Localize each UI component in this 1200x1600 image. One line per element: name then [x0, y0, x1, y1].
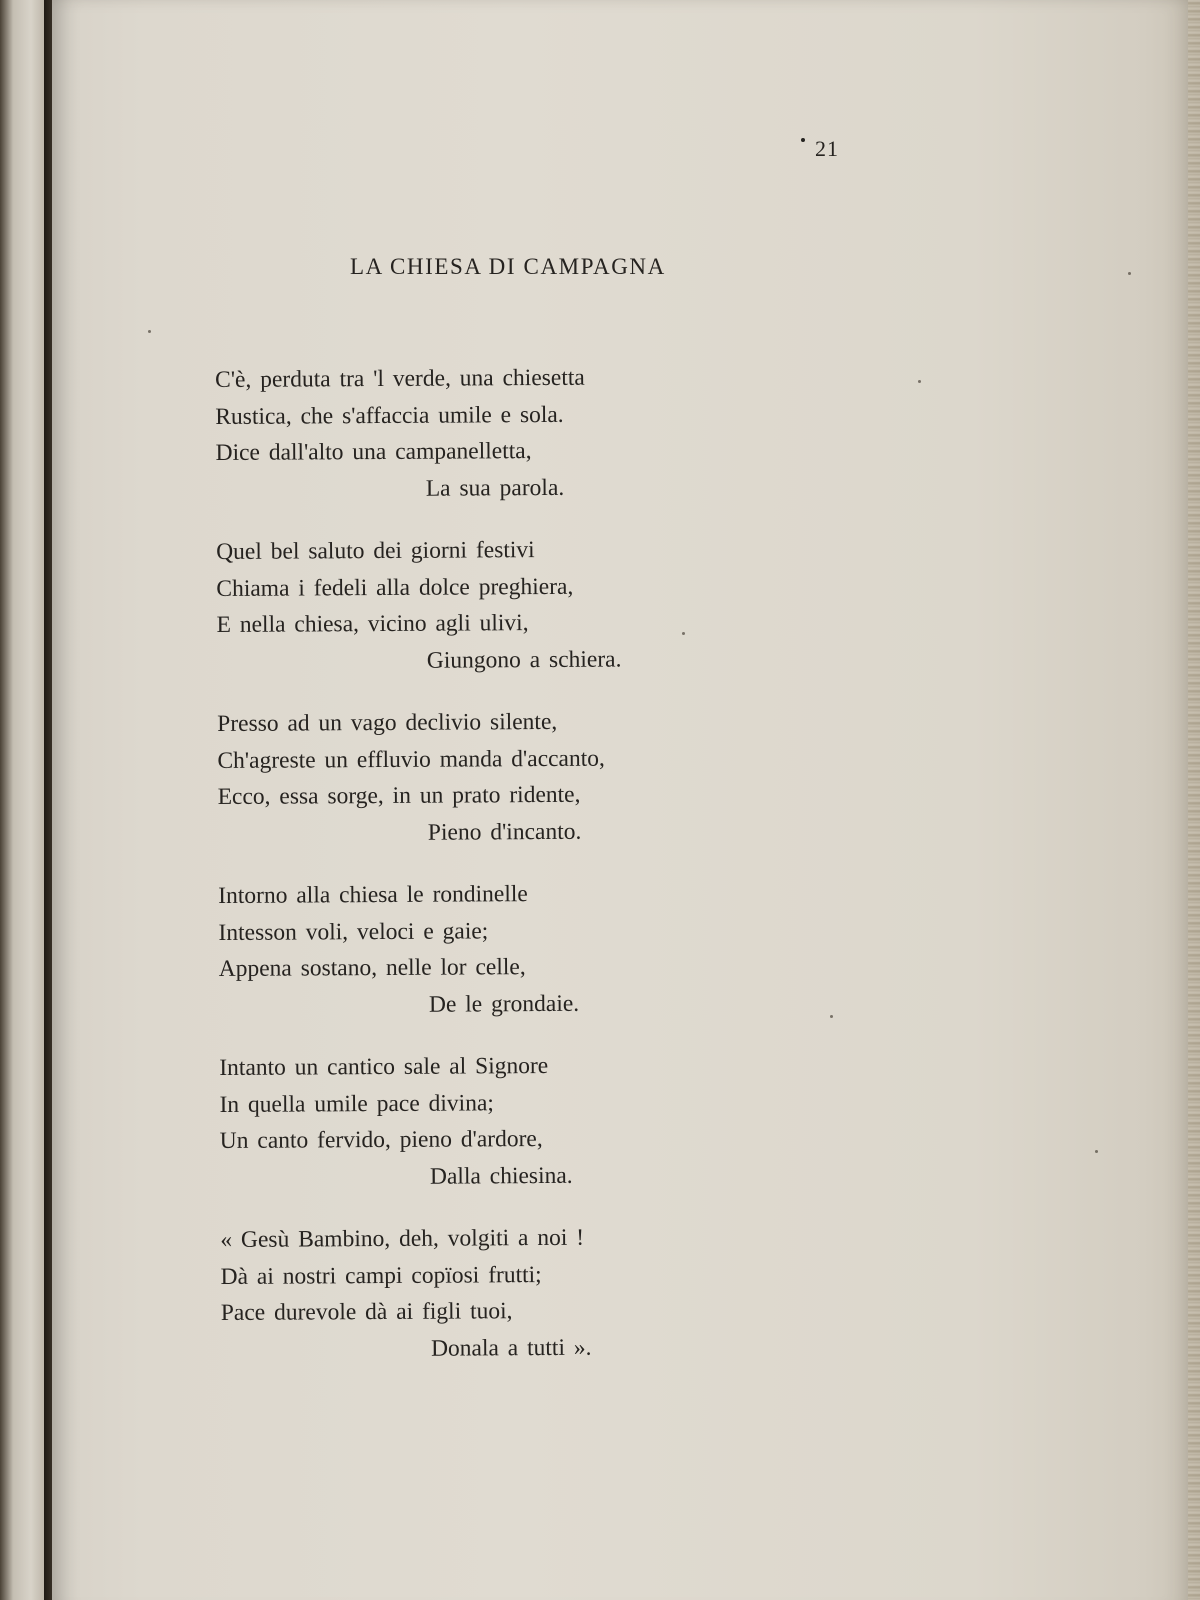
verse-line: Ch'agreste un effluvio manda d'accanto, [217, 745, 605, 774]
verse-line: E nella chiesa, vicino agli ulivi, [216, 610, 529, 638]
verse-line: Appena sostano, nelle lor celle, [218, 954, 526, 982]
verse-line-short: De le grondaie. [428, 990, 580, 1018]
verse-line: Un canto fervido, pieno d'ardore, [219, 1126, 543, 1154]
stanza-6 [220, 1219, 741, 1368]
poem-body [215, 359, 741, 1394]
page-edge [1188, 0, 1200, 1600]
paper-speck [1095, 1150, 1098, 1153]
verse-line: Quel bel saluto dei giorni festivi [216, 537, 535, 565]
verse-line-short: Giungono a schiera. [426, 646, 622, 674]
verse-line: Pace durevole dà ai figli tuoi, [220, 1298, 513, 1326]
verse-line: C'è, perduta tra 'l verde, una chiesetta [215, 364, 585, 393]
paper-speck [918, 380, 921, 383]
verse-line-short: Pieno d'incanto. [427, 818, 582, 846]
verse-line: Ecco, essa sorge, in un prato ridente, [217, 781, 581, 810]
stanza-2 [216, 531, 737, 680]
verse-line: Intorno alla chiesa le rondinelle [218, 881, 528, 909]
previous-page-edge [0, 0, 44, 1600]
verse-line: Intesson voli, veloci e gaie; [218, 917, 489, 946]
stanza-5 [219, 1047, 740, 1196]
paper-speck [830, 1015, 833, 1018]
poem-title: LA CHIESA DI CAMPAGNA [350, 254, 666, 279]
stanza-4 [218, 875, 739, 1024]
verse-line-short: Dalla chiesina. [429, 1162, 573, 1190]
verse-line: Chiama i fedeli alla dolce preghiera, [216, 573, 574, 602]
verse-line: Dice dall'alto una campanelletta, [215, 438, 532, 466]
verse-line-short: Donala a tutti ». [430, 1334, 592, 1362]
page-number: 21 [815, 136, 839, 161]
paper-speck [1128, 272, 1131, 275]
verse-line: « Gesù Bambino, deh, volgiti a noi ! [220, 1224, 585, 1253]
stanza-1 [215, 359, 736, 508]
verse-line: Intanto un cantico sale al Signore [219, 1052, 549, 1081]
stanza-3 [217, 703, 738, 852]
paper-speck [682, 632, 685, 635]
verse-line-short: La sua parola. [425, 474, 565, 502]
paper-speck [148, 330, 151, 333]
verse-line: Rustica, che s'affaccia umile e sola. [215, 401, 564, 430]
verse-line: Dà ai nostri campi copïosi frutti; [220, 1261, 542, 1290]
verse-line: Presso ad un vago declivio silente, [217, 708, 558, 737]
verse-line: In quella umile pace divina; [219, 1089, 494, 1118]
